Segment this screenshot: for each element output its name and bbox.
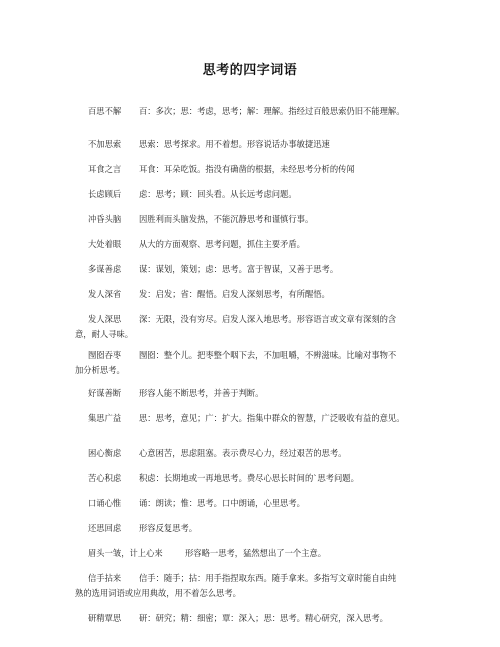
list-item — [88, 212, 448, 227]
entry-term: 还思回虑 — [88, 523, 122, 533]
entry-definition: 深：无限，没有穷尽。启发人深入地思考。形容语言或文章有深刻的含 — [139, 314, 397, 324]
entry-term: 多谋善虑 — [88, 264, 122, 274]
entry-term: 囫囵吞枣 — [88, 350, 122, 360]
entry-definition: 诵：朗读；惟：思考。口中朗诵，心里思考。 — [139, 498, 305, 508]
entry-term: 大处着眼 — [88, 239, 122, 249]
list-item — [75, 348, 448, 378]
entry-term: 发人深思 — [88, 314, 122, 324]
entry-definition: 百：多次；思：考虑，思考；解：理解。指经过百般思索仍旧不能理解。 — [139, 106, 405, 116]
entry-definition: 发：启发；省：醒悟。启发人深刻思考，有所醒悟。 — [139, 289, 330, 299]
entry-definition: 信手：随手；拈：用手指捏取东西。随手拿来。多指写文章时能自由纯 — [139, 573, 397, 583]
list-item — [88, 137, 448, 152]
entry-definition: 研：研究；精：细密；覃：深入；思：思考。精心研究，深入思考。 — [139, 613, 388, 623]
list-item — [88, 471, 448, 486]
entry-term: 百思不解 — [88, 106, 122, 116]
entry-term: 好谋善断 — [88, 388, 122, 398]
list-item — [88, 446, 448, 461]
entry-definition: 积虑：长期地或一再地思考。费尽心思长时间的`思考问题。 — [139, 473, 359, 483]
entry-term: 眉头一皱，计上心来 — [88, 548, 163, 558]
entry-term: 冲昏头脑 — [88, 214, 122, 224]
entry-definition: 囫囵：整个儿。把枣整个咽下去，不加咀嚼，不辨滋味。比喻对事物不 — [139, 350, 397, 360]
entry-term: 长虑顾后 — [88, 189, 122, 199]
list-item — [88, 611, 448, 626]
entry-definition: 心意困苦，思虑阻塞。表示费尽心力，经过艰苦的思考。 — [139, 448, 347, 458]
entry-definition: 谋：谋划，策划；虑：思考。富于智谋，又善于思考。 — [139, 264, 339, 274]
entry-term: 信手拈来 — [88, 573, 122, 583]
list-item — [88, 187, 448, 202]
entry-term: 不加思索 — [88, 139, 122, 149]
entry-definition-continued: 熟的选用词语或应用典故，用不着怎么思考。 — [75, 588, 241, 598]
entry-term: 研精覃思 — [88, 613, 122, 623]
list-item — [88, 496, 448, 511]
entry-term: 困心衡虑 — [88, 448, 122, 458]
list-item — [88, 386, 448, 401]
list-item — [88, 411, 448, 426]
entry-definition-continued: 加分析思考。 — [75, 365, 125, 375]
list-item — [88, 287, 448, 302]
entry-term: 耳食之言 — [88, 164, 122, 174]
entry-term: 苦心积虑 — [88, 473, 122, 483]
entry-term: 发人深省 — [88, 289, 122, 299]
list-item — [88, 104, 448, 119]
entry-definition: 形容反复思考。 — [139, 523, 198, 533]
entry-term: 集思广益 — [88, 413, 122, 423]
entry-definition-continued: 意，耐人寻味。 — [75, 329, 134, 339]
list-item — [88, 546, 448, 561]
entry-term: 口诵心惟 — [88, 498, 122, 508]
list-item — [75, 571, 448, 601]
entry-definition: 从大的方面观察、思考问题，抓住主要矛盾。 — [139, 239, 305, 249]
entry-definition: 思：思考，意见；广：扩大。指集中群众的智慧，广泛吸收有益的意见。 — [139, 413, 405, 423]
entry-definition: 耳食：耳朵吃饭。指没有确凿的根据，未经思考分析的传闻 — [139, 164, 355, 174]
entry-definition: 因胜利而头脑发热，不能沉静思考和谨慎行事。 — [139, 214, 314, 224]
list-item — [88, 162, 448, 177]
list-item — [88, 521, 448, 536]
list-item — [88, 237, 448, 252]
entry-definition: 形容人能不断思考，并善于判断。 — [139, 388, 264, 398]
page-title: 思考的四字词语 — [202, 63, 298, 78]
list-item — [75, 312, 448, 342]
list-item — [88, 262, 448, 277]
entry-definition: 虑：思考；顾：回头看。从长远考虑问题。 — [139, 189, 297, 199]
entry-definition: 形容略一思考，猛然想出了一个主意。 — [185, 548, 327, 558]
entry-definition: 思索：思考探求。用不着想。形容说话办事敏捷迅速 — [139, 139, 330, 149]
